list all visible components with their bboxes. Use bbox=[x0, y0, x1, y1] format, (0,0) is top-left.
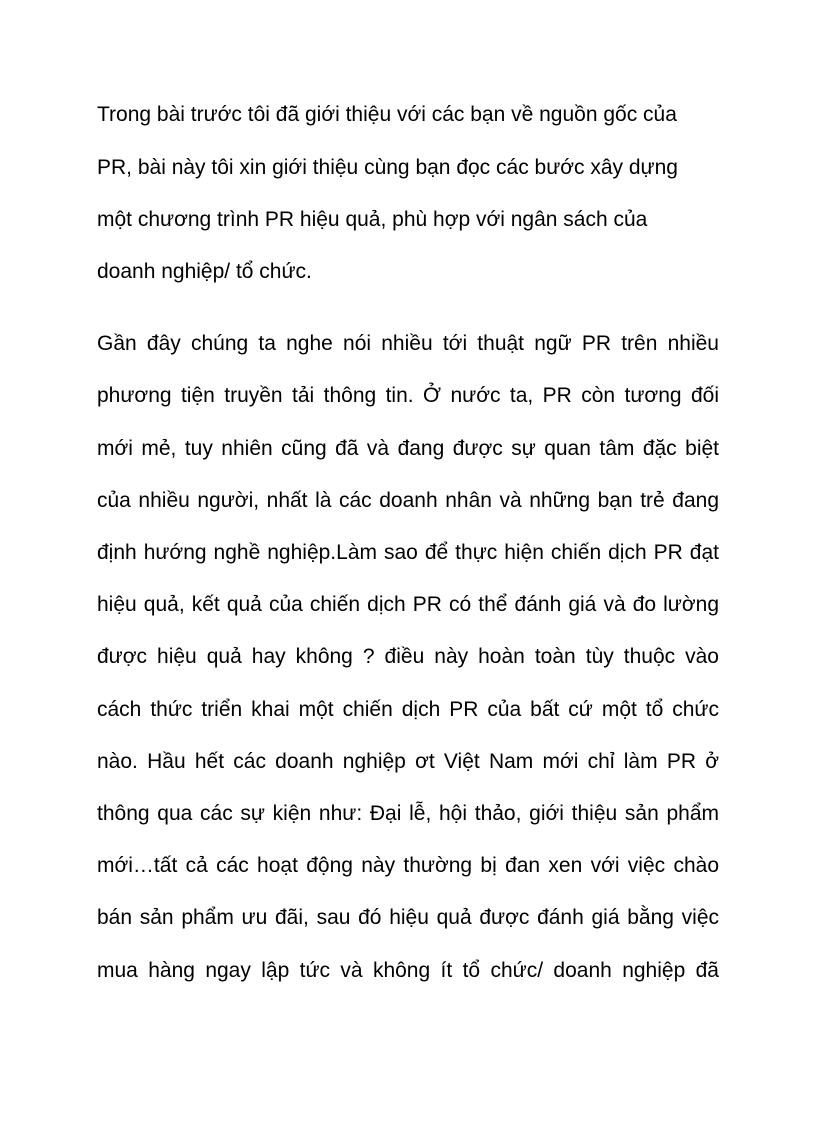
text-line: mới…tất cả các hoạt động này thường bị đan xen với việc chào bbox=[97, 854, 719, 877]
text-line: mua hàng ngay lập tức và không ít tổ chức/ doanh nghiệp đã bbox=[97, 959, 719, 982]
text-line: mới mẻ, tuy nhiên cũng đã và đang được sự quan tâm đặc biệt bbox=[97, 437, 719, 460]
text-line: hiệu quả, kết quả của chiến dịch PR có thể đánh giá và đo lường bbox=[97, 593, 719, 616]
text-line: một chương trình PR hiệu quả, phù hợp với ngân sách của bbox=[97, 208, 648, 231]
text-line: phương tiện truyền tải thông tin. Ở nước ta, PR còn tương đối bbox=[97, 384, 719, 407]
text-line: PR, bài này tôi xin giới thiệu cùng bạn đọc các bước xây dựng bbox=[97, 156, 678, 179]
text-line: Trong bài trước tôi đã giới thiệu với các bạn về nguồn gốc của bbox=[97, 103, 677, 126]
text-line: cách thức triển khai một chiến dịch PR của bất cứ một tổ chức bbox=[97, 698, 719, 721]
text-line: định hướng nghề nghiệp.Làm sao để thực hiện chiến dịch PR đạt bbox=[97, 541, 719, 564]
text-line: Gần đây chúng ta nghe nói nhiều tới thuật ngữ PR trên nhiều bbox=[97, 332, 719, 355]
text-line: của nhiều người, nhất là các doanh nhân và những bạn trẻ đang bbox=[97, 489, 719, 512]
text-line: thông qua các sự kiện như: Đại lễ, hội thảo, giới thiệu sản phẩm bbox=[97, 802, 719, 825]
text-line: nào. Hầu hết các doanh nghiệp ơt Việt Nam mới chỉ làm PR ở bbox=[97, 750, 719, 773]
text-line: được hiệu quả hay không ? điều này hoàn toàn tùy thuộc vào bbox=[97, 645, 719, 668]
text-line: bán sản phẩm ưu đãi, sau đó hiệu quả được đánh giá bằng việc bbox=[97, 906, 719, 929]
text-line: doanh nghiệp/ tổ chức. bbox=[97, 260, 312, 283]
